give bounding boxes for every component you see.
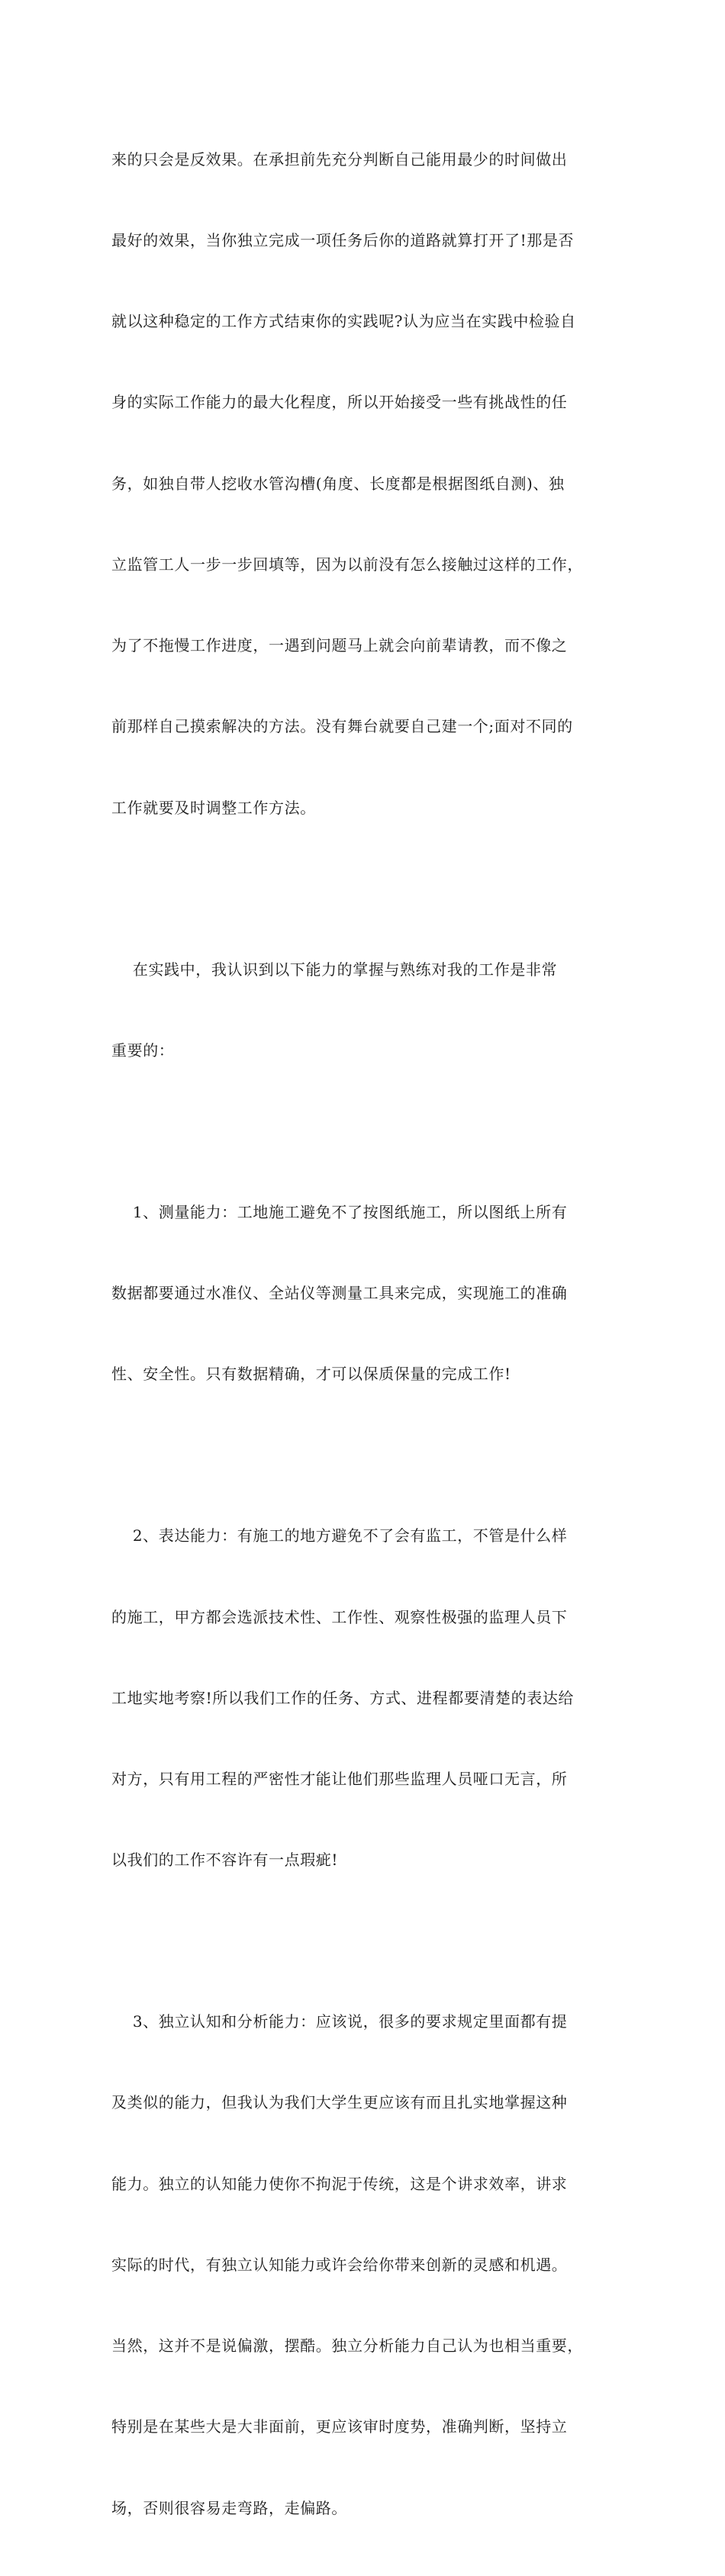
text-line: 务，如独自带人挖收水管沟槽(角度、长度都是根据图纸自测)、独 [111,474,565,493]
text-line: 最好的效果，当你独立完成一项任务后你的道路就算打开了!那是否 [111,231,575,250]
text-line: 场，否则很容易走弯路，走偏路。 [111,2498,347,2517]
text-line: 工作就要及时调整工作方法。 [111,798,316,817]
paragraph-2 [111,902,615,1118]
text-line: 对方，只有用工程的严密性才能让他们那些监理人员哑口无言，所 [111,1769,568,1788]
text-line: 为了不拖慢工作进度，一遇到问题马上就会向前辈请教，而不像之 [111,636,568,655]
text-line: 数据都要通过水准仪、全站仪等测量工具来完成，实现施工的准确 [111,1284,568,1303]
text-line: 性、安全性。只有数据精确，才可以保质保量的完成工作! [111,1365,511,1384]
text-line: 工地实地考察!所以我们工作的任务、方式、进程都要清楚的表达给 [111,1688,575,1707]
text-line: 以我们的工作不容许有一点瑕疵! [111,1851,339,1870]
text-line: 3、独立认知和分析能力：应该说，很多的要求规定里面都有提 [111,2012,568,2031]
text-line: 1、测量能力：工地施工避免不了按图纸施工，所以图纸上所有 [111,1202,568,1221]
text-line: 实际的时代，有独立认知能力或许会给你带来创新的灵感和机遇。 [111,2255,568,2274]
text-line: 前那样自己摸索解决的方法。没有舞台就要自己建一个;面对不同的 [111,717,573,736]
text-line: 当然，这并不是说偏激，摆酷。独立分析能力自己认为也相当重要， [111,2336,583,2356]
paragraph-1 [111,92,615,876]
text-line: 的施工，甲方都会选派技术性、工作性、观察性极强的监理人员下 [111,1607,568,1626]
paragraph-3 [111,1145,615,1442]
text-line: 就以这种稳定的工作方式结束你的实践呢?认为应当在实践中检验自 [111,312,576,331]
text-line: 能力。独立的认知能力使你不拘泥于传统，这是个讲求效率，讲求 [111,2174,568,2193]
text-line: 来的只会是反效果。在承担前先充分判断自己能用最少的时间做出 [111,150,568,169]
paragraph-spacer [111,1442,615,1469]
text-line: 及类似的能力，但我认为我们大学生更应该有而且扎实地掌握这种 [111,2093,568,2112]
text-line: 2、表达能力：有施工的地方避免不了会有监工，不管是什么样 [111,1526,568,1545]
paragraph-spacer [111,1118,615,1145]
text-line: 身的实际工作能力的最大化程度，所以开始接受一些有挑战性的任 [111,393,568,412]
paragraph-spacer [111,876,615,902]
text-line: 立监管工人一步一步回填等，因为以前没有怎么接触过这样的工作， [111,555,583,574]
text-line: 在实践中，我认识到以下能力的掌握与熟练对我的工作是非常 [111,960,558,979]
text-line: 特别是在某些大是大非面前，更应该审时度势，准确判断，坚持立 [111,2417,568,2436]
paragraph-spacer [111,1928,615,1954]
text-line: 重要的： [111,1040,175,1060]
paragraph-5 [111,1954,615,2575]
paragraph-4 [111,1469,615,1928]
document-body [111,92,615,2576]
